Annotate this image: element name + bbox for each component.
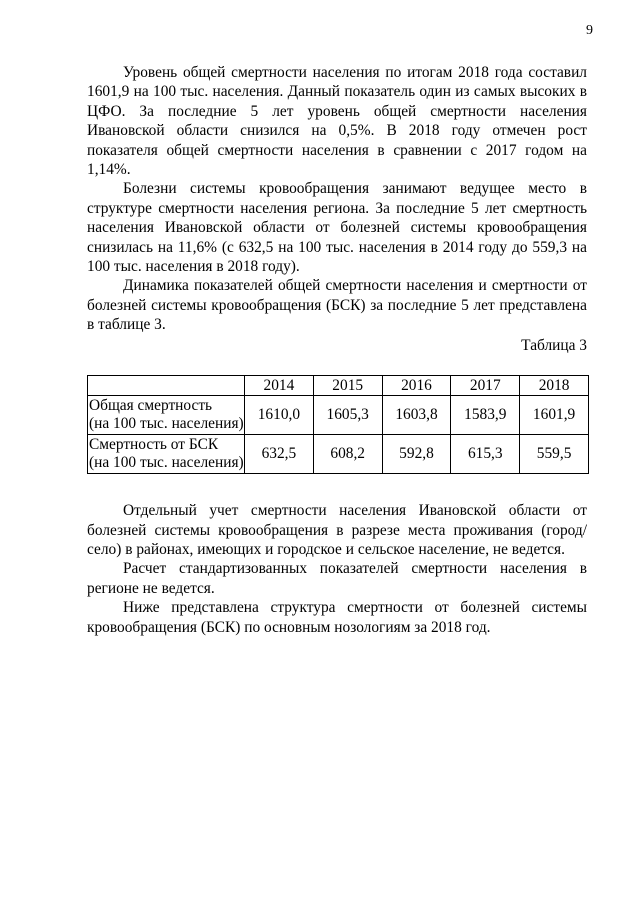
paragraph-overall-mortality: Уровень общей смертности населения по итогам 2018 года составил 1601,9 на 100 тыс. населения. Данный показатель один из самых высоких в ЦФО. За последние 5 лет уровень общей смертности населения Ивановской области снизился на 0,5%. В 2018 году отмечен рост показателя общей смертности населения в сравнении с 2017 годом на 1,14%. xyxy=(87,64,587,179)
table-caption: Таблица 3 xyxy=(521,336,587,354)
row-label-line: Смертность от БСК xyxy=(89,436,219,454)
year-header-2014: 2014 xyxy=(245,376,314,396)
table-cell: 1583,9 xyxy=(451,396,520,435)
year-header-2018: 2018 xyxy=(520,376,589,396)
year-header-2015: 2015 xyxy=(313,376,382,396)
table-cell: 559,5 xyxy=(520,435,589,474)
table-cell: 1605,3 xyxy=(313,396,382,435)
table-row xyxy=(88,396,589,435)
paragraph-circulatory-diseases: Болезни системы кровообращения занимают ведущее место в структуре смертности населения региона. За последние 5 лет смертность населения Ивановской области от болезней системы кровообращения снизилась на 11,6% (с 632,5 на 100 тыс. населения в 2014 году до 559,3 на 100 тыс. населения в 2018 году). xyxy=(87,180,587,276)
table-cell: 592,8 xyxy=(382,435,451,474)
table-cell: 1610,0 xyxy=(245,396,314,435)
paragraph-structure-intro: Ниже представлена структура смертности от болезней системы кровообращения (БСК) по основным нозологиям за 2018 год. xyxy=(87,599,587,636)
mortality-table xyxy=(87,375,589,474)
paragraph-standardized-rates: Расчет стандартизованных показателей смертности населения в регионе не ведется. xyxy=(87,560,587,597)
table-header-row xyxy=(88,376,589,396)
page-number: 9 xyxy=(586,23,593,38)
row-label-line: (на 100 тыс. населения) xyxy=(89,454,244,472)
table-row xyxy=(88,435,589,474)
table-cell: 608,2 xyxy=(313,435,382,474)
table-cell: 1601,9 xyxy=(520,396,589,435)
table-cell: 615,3 xyxy=(451,435,520,474)
table-corner-cell xyxy=(88,376,245,396)
year-header-2017: 2017 xyxy=(451,376,520,396)
paragraph-table-intro: Динамика показателей общей смертности населения и смертности от болезней системы кровообращения (БСК) за последние 5 лет представлена в таблице 3. xyxy=(87,277,587,334)
document-body xyxy=(87,63,587,637)
row-label-line: (на 100 тыс. населения) xyxy=(89,415,244,433)
row-label-line: Общая смертность xyxy=(89,397,213,415)
year-header-2016: 2016 xyxy=(382,376,451,396)
table-cell: 1603,8 xyxy=(382,396,451,435)
paragraph-residence-accounting: Отдельный учет смертности населения Ивановской области от болезней системы кровообращения в разрезе места проживания (город/село) в районах, имеющих и городское и сельское население, не ведется. xyxy=(87,502,587,558)
row-label-bsk-mortality xyxy=(88,435,245,474)
row-label-overall-mortality xyxy=(88,396,245,435)
table-cell: 632,5 xyxy=(245,435,314,474)
